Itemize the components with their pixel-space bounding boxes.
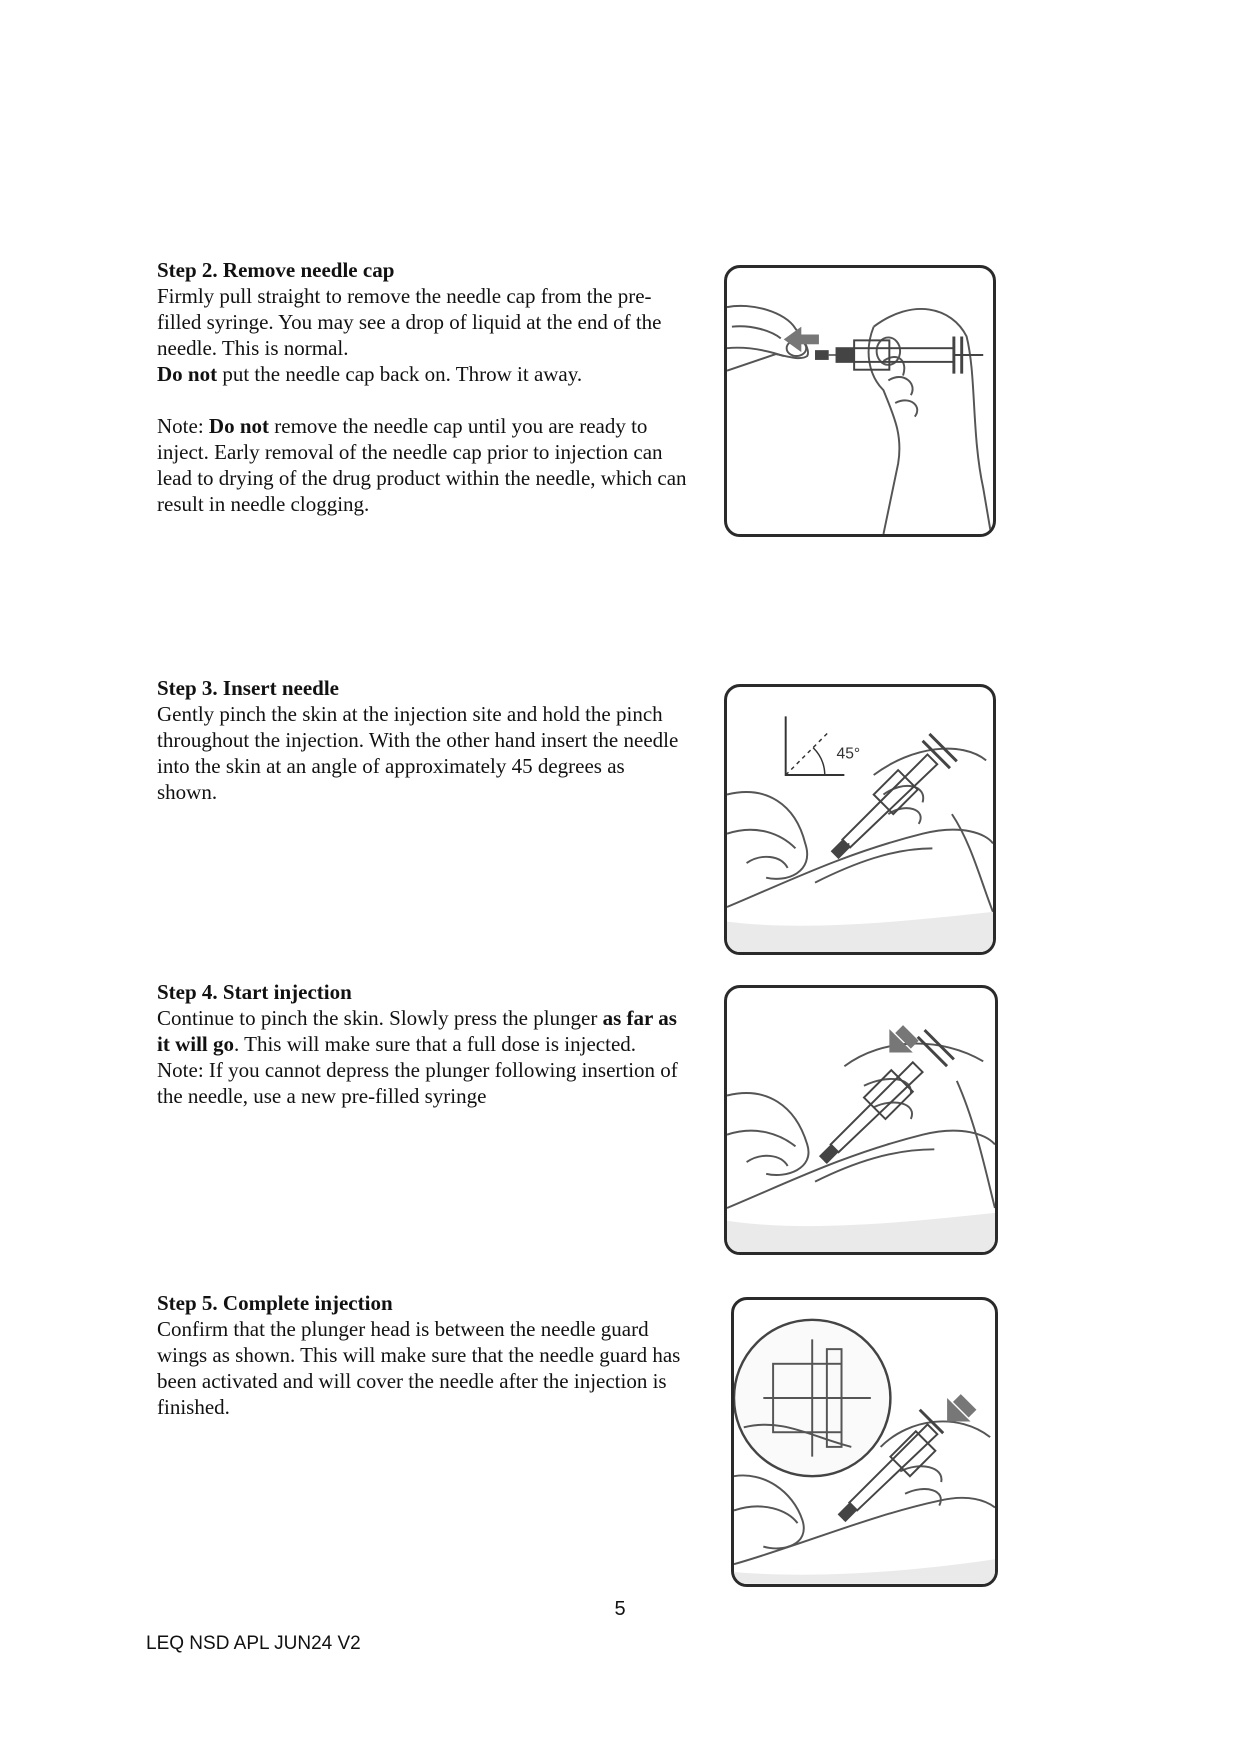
angle-diagram xyxy=(786,716,845,775)
step-4-instructions xyxy=(157,979,687,1109)
pull-left-arrow-icon xyxy=(784,327,819,352)
zoom-detail-circle xyxy=(734,1320,890,1476)
hand-removing-needle-cap-illustration xyxy=(727,268,993,534)
step-4-illustration xyxy=(724,985,998,1255)
press-down-arrow-icon xyxy=(889,1025,918,1052)
step-2-note: Note: Do not remove the needle cap until you are ready to inject. Early removal of the needle cap prior to injection can lead to drying of the drug product within the needle, which can result in needle clogging. xyxy=(157,414,687,516)
press-down-arrow-icon xyxy=(947,1394,976,1421)
step-4-body: Continue to pinch the skin. Slowly press the plunger as far as it will go. This will make sure that a full dose is injected. xyxy=(157,1006,677,1056)
document-code: LEQ NSD APL JUN24 V2 xyxy=(146,1633,361,1654)
page-number: 5 xyxy=(614,1598,626,1620)
step-3-instructions xyxy=(157,675,687,805)
step-3-body: Gently pinch the skin at the injection site and hold the pinch throughout the injection. With the other hand insert the needle into the skin at an angle of approximately 45 degrees as shown. xyxy=(157,702,679,804)
step-2-instructions xyxy=(157,257,687,517)
step-5-title: Step 5. Complete injection xyxy=(157,1291,393,1315)
angle-label: 45° xyxy=(836,745,861,763)
step-2-warning: Do not put the needle cap back on. Throw it away. xyxy=(157,362,583,386)
step-2-title: Step 2. Remove needle cap xyxy=(157,258,395,282)
step-5-instructions xyxy=(157,1290,687,1420)
step-5-illustration xyxy=(731,1297,998,1587)
step-2-illustration xyxy=(724,265,996,537)
needle-insertion-45-degrees-illustration xyxy=(727,687,993,952)
step-3-title: Step 3. Insert needle xyxy=(157,676,339,700)
step-4-note: Note: If you cannot depress the plunger following insertion of the needle, use a new pre-filled syringe xyxy=(157,1058,678,1108)
plunger-head-between-guard-wings-illustration xyxy=(734,1300,995,1584)
pressing-plunger-illustration xyxy=(727,988,995,1252)
step-5-body: Confirm that the plunger head is between the needle guard wings as shown. This will make sure that the needle guard has been activated and will cover the needle after the injection is finished. xyxy=(157,1317,681,1419)
step-3-illustration xyxy=(724,684,996,955)
step-2-body: Firmly pull straight to remove the needle cap from the pre-filled syringe. You may see a drop of liquid at the end of the needle. This is normal. xyxy=(157,284,662,360)
step-4-title: Step 4. Start injection xyxy=(157,980,352,1004)
